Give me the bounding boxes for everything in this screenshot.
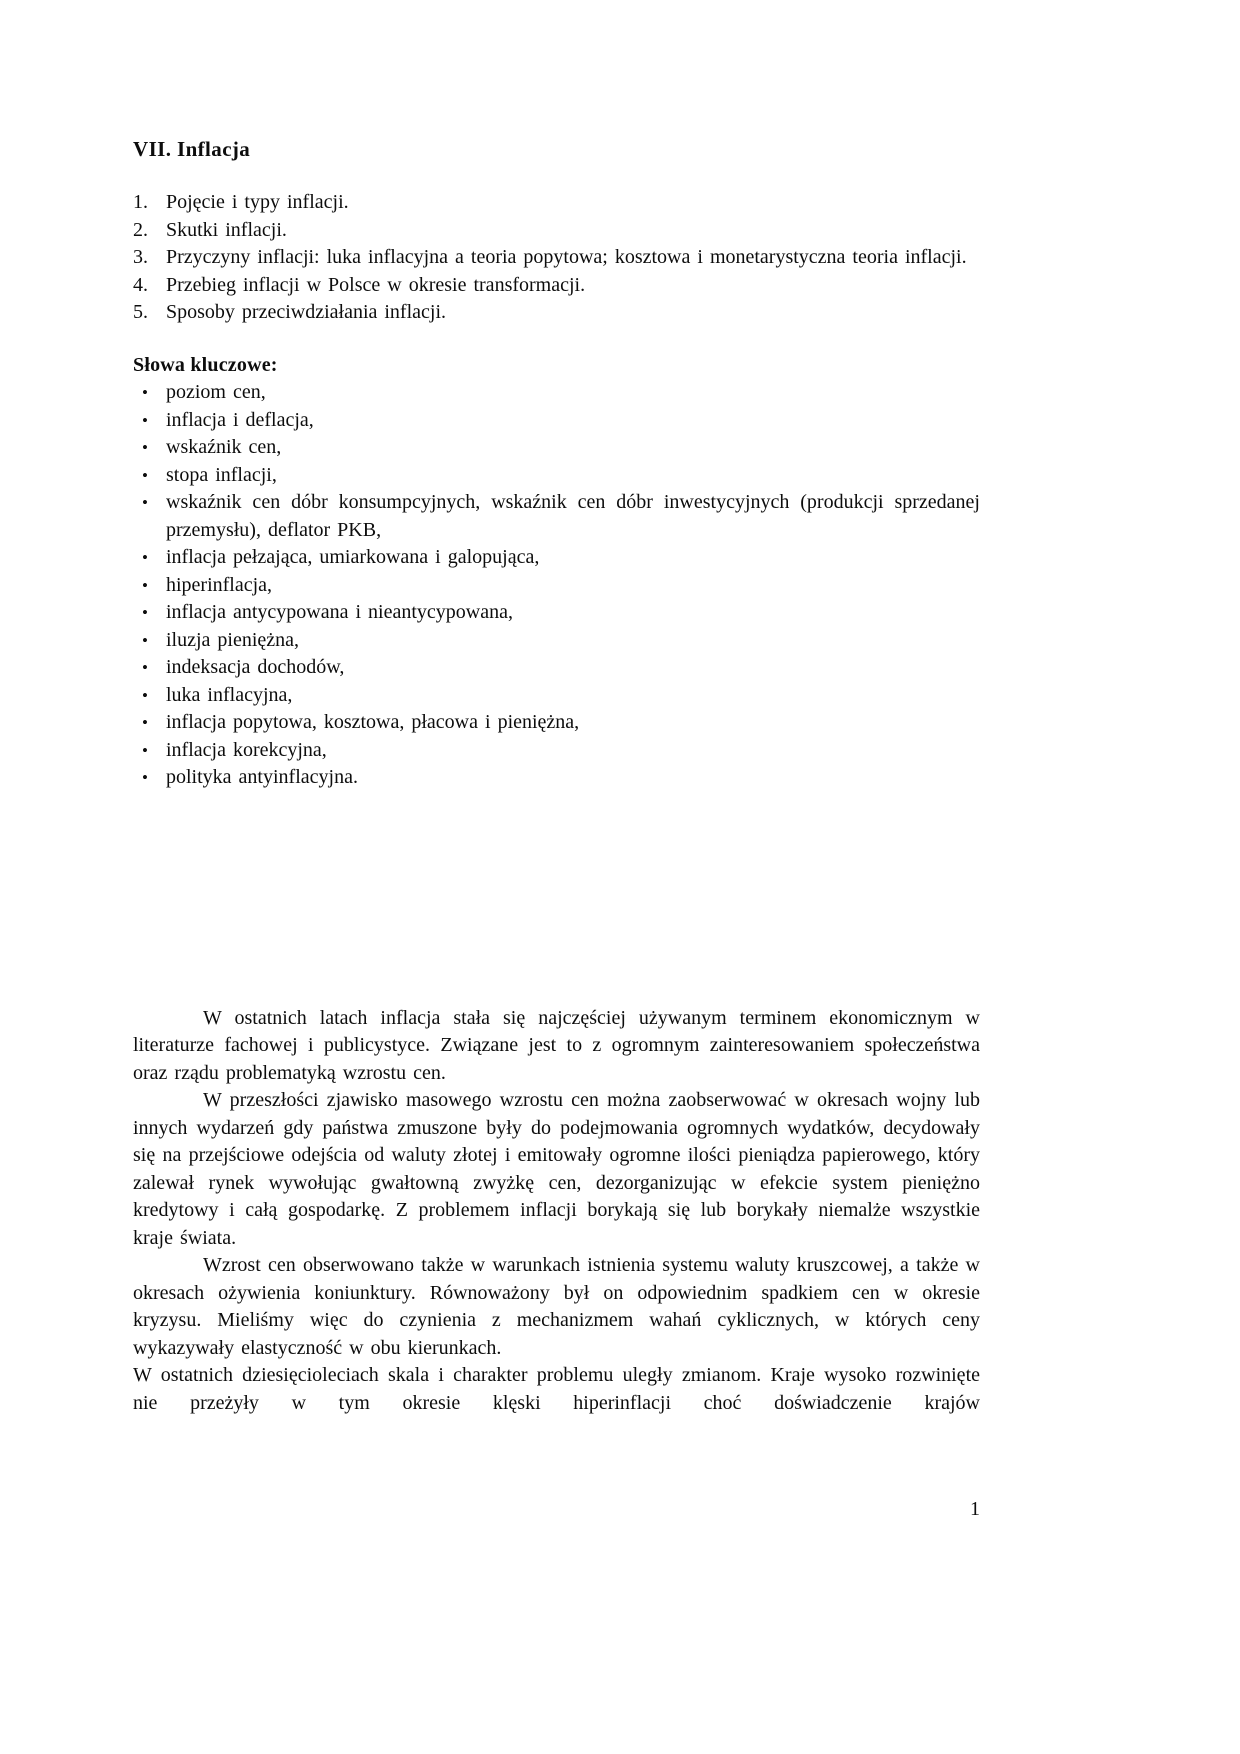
bullet-icon: • [142, 548, 148, 567]
outline-item-number: 3. [133, 246, 148, 268]
outline-item-text: Przyczyny inflacji: luka inflacyjna a teoria popytowa; kosztowa i monetarystyczna teoria inflacji. [166, 246, 967, 268]
keyword-text: iluzja pieniężna, [166, 628, 300, 651]
document-page [133, 135, 980, 1417]
bullet-icon: • [142, 493, 148, 512]
keyword-item [133, 764, 980, 792]
outline-item-number: 4. [133, 273, 148, 296]
outline-item [133, 244, 980, 272]
keywords-heading: Słowa kluczowe: [133, 353, 278, 376]
outline-item-text: Pojęcie i typy inflacji. [166, 191, 349, 213]
bullet-icon: • [142, 603, 148, 622]
keyword-item [133, 709, 980, 737]
keywords-list [133, 379, 980, 792]
page-title: VII. Inflacja [133, 137, 251, 161]
paragraph: W ostatnich latach inflacja stała się najczęściej używanym terminem ekonomicznym w literaturze fachowej i publicystyce. Związane jest to z ogromnym zainteresowaniem społeczeństwa oraz rządu problematyką wzrostu cen. [133, 1006, 980, 1084]
keyword-item [133, 379, 980, 407]
bullet-icon: • [142, 630, 148, 650]
keyword-item [133, 737, 980, 765]
keyword-text: inflacja pełzająca, umiarkowana i galopująca, [166, 546, 540, 568]
paragraph: W ostatnich dziesięcioleciach skala i charakter problemu uległy zmianom. Kraje wysoko rozwinięte nie przeżyły w tym okresie klęski hiperinflacji choć doświadczenie krajów [133, 1364, 980, 1414]
bullet-icon: • [142, 410, 148, 430]
paragraph: W przeszłości zjawisko masowego wzrostu cen można zaobserwować w okresach wojny lub innych wydarzeń gdy państwa zmuszone były do podejmowania ogromnych wydatków, decydowały się na przejściowe odejścia od waluty złotej i emitowały ogromne ilości pieniądza papierowego, który zalewał rynek wywołując gwałtowną zwyżkę cen, dezorganizując w efekcie system pieniężno kredytowy i całą gospodarkę. Z problemem inflacji borykają się lub borykały niemalże wszystkie kraje świata. [133, 1089, 980, 1249]
keyword-text: inflacja popytowa, kosztowa, płacowa i pieniężna, [166, 711, 580, 733]
outline-item-text: Sposoby przeciwdziałania inflacji. [166, 301, 447, 323]
keyword-item [133, 544, 980, 572]
keyword-text: hiperinflacja, [166, 573, 273, 596]
keyword-text: wskaźnik cen dóbr konsumpcyjnych, wskaźnik cen dóbr inwestycyjnych (produkcji sprzedanej przemysłu), deflator PKB, [166, 491, 980, 541]
bullet-icon: • [142, 713, 148, 732]
bullet-icon: • [142, 740, 148, 760]
bullet-icon: • [142, 383, 148, 402]
outline-item [133, 189, 980, 217]
keyword-text: inflacja antycypowana i nieantycypowana, [166, 601, 513, 623]
keyword-item [133, 599, 980, 627]
keyword-item [133, 434, 980, 462]
bullet-icon: • [142, 768, 148, 787]
outline-item-number: 5. [133, 301, 148, 323]
keyword-item [133, 682, 980, 710]
bullet-icon: • [142, 465, 148, 485]
body-section [133, 1005, 980, 1418]
keyword-item [133, 627, 980, 655]
keyword-text: polityka antyinflacyjna. [166, 766, 358, 788]
keyword-text: luka inflacyjna, [166, 683, 293, 706]
keyword-text: poziom cen, [166, 381, 266, 403]
outline-item [133, 272, 980, 300]
bullet-icon: • [142, 685, 148, 705]
outline-item-text: Przebieg inflacji w Polsce w okresie transformacji. [166, 273, 586, 296]
keyword-text: stopa inflacji, [166, 463, 277, 486]
outline-item [133, 299, 980, 327]
outline-item-text: Skutki inflacji. [166, 218, 287, 241]
paragraph: Wzrost cen obserwowano także w warunkach istnienia systemu waluty kruszcowej, a także w okresach ożywienia koniunktury. Równoważony był on odpowiednim spadkiem cen w okresie kryzysu. Mieliśmy więc do czynienia z mechanizmem wahań cyklicznych, w których ceny wykazywały elastyczność w obu kierunkach. [133, 1254, 980, 1359]
bullet-icon: • [142, 575, 148, 595]
keyword-item [133, 407, 980, 435]
outline-item-number: 1. [133, 191, 148, 213]
keyword-text: inflacja korekcyjna, [166, 738, 327, 761]
outline-item-number: 2. [133, 218, 148, 241]
keyword-item [133, 572, 980, 600]
chapter-outline-list [133, 189, 980, 327]
keyword-text: wskaźnik cen, [166, 436, 282, 458]
outline-item [133, 217, 980, 245]
keyword-item [133, 654, 980, 682]
keyword-text: inflacja i deflacja, [166, 408, 314, 431]
bullet-icon: • [142, 658, 148, 677]
bullet-icon: • [142, 438, 148, 457]
keyword-item [133, 462, 980, 490]
keyword-text: indeksacja dochodów, [166, 656, 345, 678]
keyword-item [133, 489, 980, 544]
page-number: 1 [970, 1498, 980, 1520]
